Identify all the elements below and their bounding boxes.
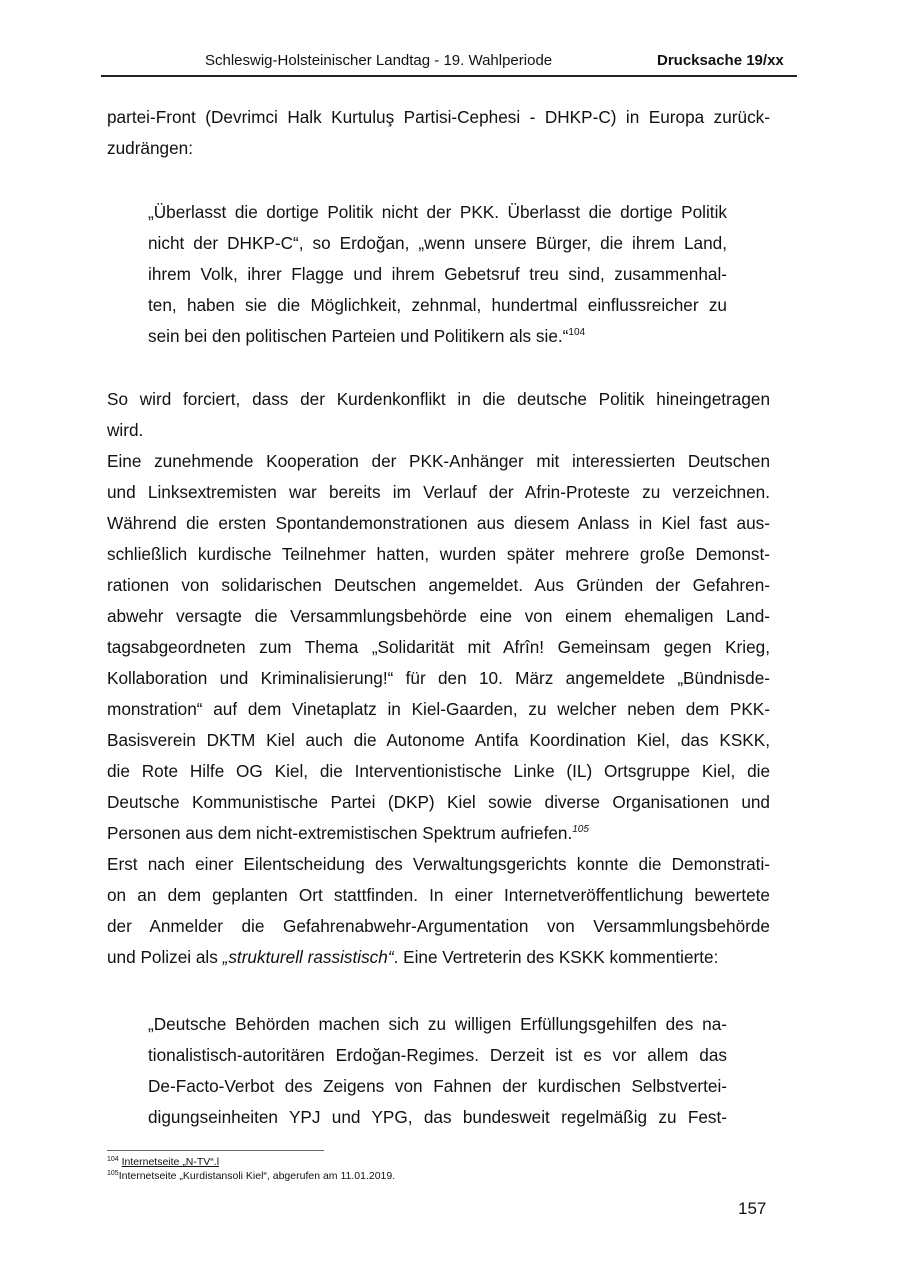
paragraph-line — [107, 663, 770, 694]
footnote-reference[interactable]: 105 — [572, 824, 589, 835]
paragraph-line — [107, 694, 770, 725]
line-text: schließlich kurdische Teilnehmer hatten, wurden später mehrere große Demonst- — [107, 544, 770, 564]
quote-2 — [148, 1009, 727, 1133]
paragraph-line — [107, 880, 770, 911]
line-text: die Rote Hilfe OG Kiel, die Interventionistische Linke (IL) Ortsgruppe Kiel, die — [107, 761, 770, 781]
paragraph-4 — [107, 849, 770, 973]
header-rule — [101, 75, 797, 77]
paragraph-line — [107, 384, 770, 415]
paragraph-line — [148, 228, 727, 259]
footnote-link[interactable]: Internetseite „N-TV“.l — [121, 1156, 220, 1168]
line-text: Personen aus dem nicht-extremistischen Spektrum aufriefen. — [107, 823, 573, 843]
paragraph-line — [107, 632, 770, 663]
line-text: So wird forciert, dass der Kurdenkonflikt in die deutsche Politik hineingetragen — [107, 389, 770, 409]
paragraph-line — [107, 446, 770, 477]
paragraph-line — [148, 1009, 727, 1040]
line-text: „Überlasst die dortige Politik nicht der PKK. Überlasst die dortige Politik — [148, 202, 727, 222]
line-text: on an dem geplanten Ort stattfinden. In einer Internetveröffentlichung bewertete — [107, 885, 770, 905]
line-text: zudrängen: — [107, 138, 194, 158]
paragraph-1 — [107, 102, 770, 164]
footnote-text: Internetseite „Kurdistansoli Kiel“, abgerufen am 11.01.2019. — [118, 1170, 396, 1182]
line-text: nicht der DHKP-C“, so Erdoğan, „wenn unsere Bürger, die ihrem Land, — [148, 233, 727, 253]
paragraph-line — [107, 787, 770, 818]
line-text: sein bei den politischen Parteien und Politikern als sie.“ — [148, 326, 569, 346]
line-text: ten, haben sie die Möglichkeit, zehnmal, hundertmal einflussreicher zu — [148, 295, 727, 315]
line-text: und Linksextremisten war bereits im Verlauf der Afrin-Proteste zu verzeichnen. — [107, 482, 770, 502]
line-text: De-Facto-Verbot des Zeigens von Fahnen der kurdischen Selbstvertei- — [148, 1076, 727, 1096]
text: und Polizei als — [107, 947, 223, 967]
paragraph-line — [148, 1102, 727, 1133]
footnote-number: 104 — [107, 1156, 119, 1163]
paragraph-line — [148, 1040, 727, 1071]
paragraph-3 — [107, 446, 770, 849]
paragraph-line — [148, 197, 727, 228]
line-text: Basisverein DKTM Kiel auch die Autonome Antifa Koordination Kiel, das KSKK, — [107, 730, 770, 750]
line-text: „Deutsche Behörden machen sich zu willigen Erfüllungsgehilfen des na- — [148, 1014, 727, 1034]
paragraph-line — [107, 911, 770, 942]
paragraph-line — [107, 756, 770, 787]
footnote-rule — [107, 1150, 324, 1151]
header-title: Schleswig-Holsteinischer Landtag - 19. Wahlperiode — [205, 52, 553, 69]
emphasis: „strukturell rassistisch“ — [222, 947, 394, 967]
line-text: Deutsche Kommunistische Partei (DKP) Kiel sowie diverse Organisationen und — [107, 792, 770, 812]
footnote-reference[interactable]: 104 — [568, 327, 586, 338]
paragraph-line — [107, 508, 770, 539]
line-text: Kollaboration und Kriminalisierung!“ für den 10. März angemeldete „Bündnisde- — [107, 668, 770, 688]
line-text: Erst nach einer Eilentscheidung des Verwaltungsgerichts konnte die Demonstrati- — [107, 854, 770, 874]
line-text: rationen von solidarischen Deutschen angemeldet. Aus Gründen der Gefahren- — [107, 575, 770, 595]
line-text: monstration“ auf dem Vinetaplatz in Kiel-Gaarden, zu welcher neben dem PKK- — [107, 699, 770, 719]
paragraph-line — [107, 601, 770, 632]
paragraph-line — [107, 570, 770, 601]
line-text: ihrem Volk, ihrer Flagge und ihrem Gebetsruf treu sind, zusammenhal- — [148, 264, 727, 284]
paragraph-line — [148, 321, 727, 352]
header-doc-number: Drucksache 19/xx — [657, 52, 784, 69]
line-text: tionalistisch-autoritären Erdoğan-Regimes. Derzeit ist es vor allem das — [148, 1045, 727, 1065]
line-text: der Anmelder die Gefahrenabwehr-Argumentation von Versammlungsbehörde — [107, 916, 770, 936]
line-text: digungseinheiten YPJ und YPG, das bundesweit regelmäßig zu Fest- — [148, 1107, 727, 1127]
paragraph-line — [107, 539, 770, 570]
paragraph-line — [148, 259, 727, 290]
paragraph-line — [107, 849, 770, 880]
line-text: Während die ersten Spontandemonstrationen aus diesem Anlass in Kiel fast aus- — [107, 513, 770, 533]
paragraph-line — [107, 942, 770, 973]
line-text: wird. — [107, 420, 144, 440]
line-text: Eine zunehmende Kooperation der PKK-Anhänger mit interessierten Deutschen — [107, 451, 770, 471]
paragraph-line — [107, 133, 770, 164]
footnote-104[interactable] — [107, 1156, 219, 1168]
paragraph-line — [107, 818, 770, 849]
paragraph-line — [148, 290, 727, 321]
paragraph-line — [107, 102, 770, 133]
footnote-number: 105 — [107, 1170, 119, 1177]
page-number: 157 — [738, 1199, 767, 1218]
line-text: partei-Front (Devrimci Halk Kurtuluş Partisi-Cephesi - DHKP-C) in Europa zurück- — [107, 107, 770, 127]
paragraph-line — [107, 725, 770, 756]
text: . Eine Vertreterin des KSKK kommentierte: — [393, 947, 719, 967]
quote-1 — [148, 197, 727, 352]
line-text: tagsabgeordneten zum Thema „Solidarität mit Afrîn! Gemeinsam gegen Krieg, — [107, 637, 770, 657]
paragraph-line — [148, 1071, 727, 1102]
paragraph-line — [107, 477, 770, 508]
footnote-105 — [107, 1170, 395, 1182]
paragraph-line — [107, 415, 770, 446]
paragraph-2 — [107, 384, 770, 446]
line-text: abwehr versagte die Versammlungsbehörde eine von einem ehemaligen Land- — [107, 606, 770, 626]
